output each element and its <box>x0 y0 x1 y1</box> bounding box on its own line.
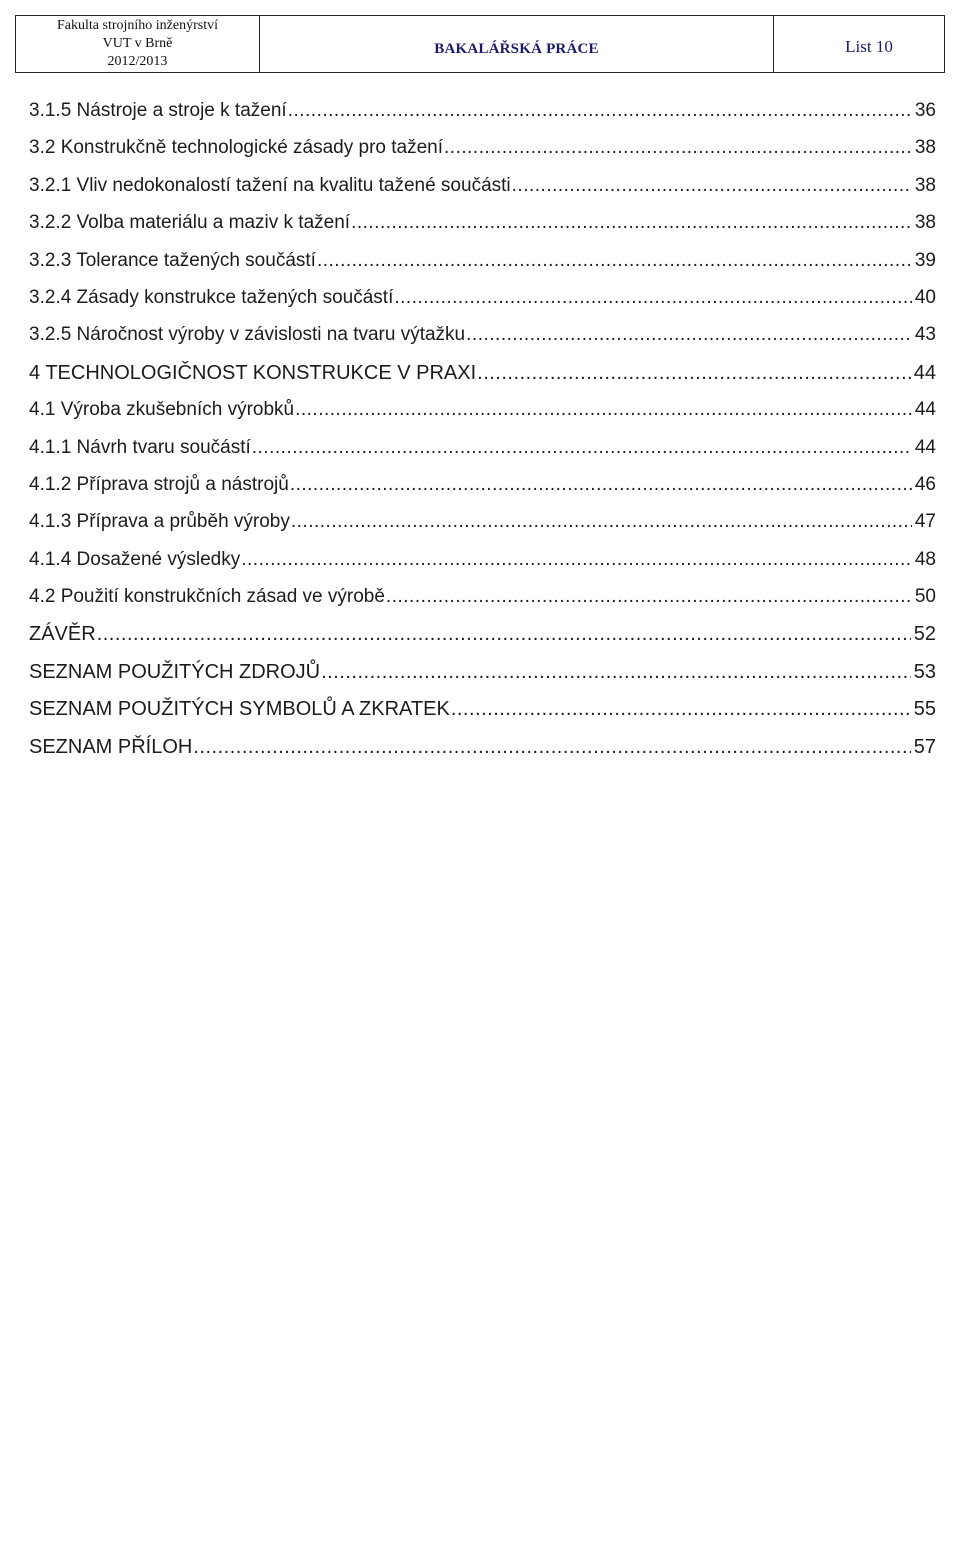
document-type-cell <box>260 16 774 72</box>
toc-entry-title: 3.2.2 Volba materiálu a maziv k tažení <box>29 212 351 234</box>
toc-entry-title: 4 TECHNOLOGIČNOST KONSTRUKCE V PRAXI <box>29 361 477 384</box>
institution-block <box>16 16 260 72</box>
dot-leader <box>321 661 911 684</box>
dot-leader <box>317 250 912 272</box>
toc-entry-title: 4.1.4 Dosažené výsledky <box>29 548 241 570</box>
toc-entry-page-number: 38 <box>914 174 936 196</box>
toc-entry[interactable] <box>29 100 936 137</box>
dot-leader <box>451 698 911 721</box>
dot-leader <box>351 212 912 234</box>
toc-entry-page-number: 36 <box>914 100 936 121</box>
toc-entry[interactable] <box>29 511 936 548</box>
toc-entry[interactable] <box>29 212 936 249</box>
toc-entry[interactable] <box>29 399 936 436</box>
toc-entry-title: SEZNAM PŘÍLOH <box>29 735 193 758</box>
dot-leader <box>512 175 912 197</box>
toc-entry-page-number: 52 <box>913 623 936 646</box>
dot-leader <box>291 511 912 533</box>
toc-entry-page-number: 38 <box>914 212 936 234</box>
dot-leader <box>241 549 912 571</box>
sheet-number: List 10 <box>845 37 893 56</box>
toc-entry-title: 3.2.3 Tolerance tažených součástí <box>29 249 316 271</box>
dot-leader <box>466 324 912 346</box>
dot-leader <box>288 100 912 122</box>
toc-entry-title: 3.2.4 Zásady konstrukce tažených součástí <box>29 286 394 308</box>
dot-leader <box>444 137 912 159</box>
academic-year: 2012/2013 <box>107 54 168 69</box>
dot-leader <box>295 399 912 421</box>
toc-entry-page-number: 44 <box>914 436 936 458</box>
toc-entry[interactable] <box>29 474 936 511</box>
toc-entry[interactable] <box>29 586 936 623</box>
dot-leader <box>193 736 910 759</box>
dot-leader <box>97 623 911 646</box>
toc-entry-title: SEZNAM POUŽITÝCH SYMBOLŮ A ZKRATEK <box>29 698 450 721</box>
toc-entry-page-number: 53 <box>913 660 936 683</box>
toc-entry-page-number: 48 <box>914 548 936 570</box>
toc-entry-title: 3.2.5 Náročnost výroby v závislosti na tvaru výtažku <box>29 324 466 346</box>
toc-entry-title: 3.2.1 Vliv nedokonalostí tažení na kvalitu tažené součásti <box>29 174 511 196</box>
toc-entry[interactable] <box>29 698 936 735</box>
toc-entry-page-number: 38 <box>914 137 936 159</box>
toc-entry-page-number: 46 <box>914 473 936 495</box>
dot-leader <box>394 287 912 309</box>
sheet-number-cell <box>774 16 944 72</box>
toc-entry-page-number: 50 <box>914 586 936 608</box>
toc-entry-title: 3.1.5 Nástroje a stroje k tažení <box>29 100 287 121</box>
toc-entry[interactable] <box>29 324 936 361</box>
dot-leader <box>477 362 911 385</box>
toc-entry[interactable] <box>29 287 936 324</box>
document-type: BAKALÁŘSKÁ PRÁCE <box>434 40 599 57</box>
institution-university: VUT v Brně <box>102 36 173 51</box>
toc-entry[interactable] <box>29 437 936 474</box>
toc-entry[interactable] <box>29 623 936 660</box>
toc-entry-title: 4.1 Výroba zkušebních výrobků <box>29 399 295 421</box>
toc-entry[interactable] <box>29 175 936 212</box>
toc-entry-page-number: 43 <box>914 324 936 346</box>
toc-entry-page-number: 40 <box>914 286 936 308</box>
toc-entry-page-number: 44 <box>913 361 936 384</box>
toc-entry-title: 4.1.2 Příprava strojů a nástrojů <box>29 473 289 495</box>
institution-faculty: Fakulta strojního inženýrství <box>57 18 218 33</box>
dot-leader <box>386 586 912 608</box>
toc-entry[interactable] <box>29 736 936 773</box>
toc-entry-page-number: 47 <box>914 511 936 533</box>
toc-entry[interactable] <box>29 250 936 287</box>
toc-entry-title: ZÁVĚR <box>29 623 96 646</box>
toc-entry-title: 4.2 Použití konstrukčních zásad ve výrobě <box>29 586 385 608</box>
toc-entry-title: SEZNAM POUŽITÝCH ZDROJŮ <box>29 660 321 683</box>
toc-entry[interactable] <box>29 661 936 698</box>
dot-leader <box>290 474 912 496</box>
toc-entry-title: 4.1.3 Příprava a průběh výroby <box>29 511 290 533</box>
toc-entry[interactable] <box>29 549 936 586</box>
toc-entry-page-number: 55 <box>913 698 936 721</box>
table-of-contents <box>29 100 936 773</box>
toc-entry[interactable] <box>29 137 936 174</box>
toc-entry-title: 3.2 Konstrukčně technologické zásady pro tažení <box>29 137 444 159</box>
toc-entry-page-number: 57 <box>913 735 936 758</box>
dot-leader <box>252 437 912 459</box>
page-header <box>15 15 945 73</box>
toc-entry-title: 4.1.1 Návrh tvaru součástí <box>29 436 251 458</box>
toc-entry[interactable] <box>29 362 936 399</box>
toc-entry-page-number: 44 <box>914 399 936 421</box>
toc-entry-page-number: 39 <box>914 249 936 271</box>
